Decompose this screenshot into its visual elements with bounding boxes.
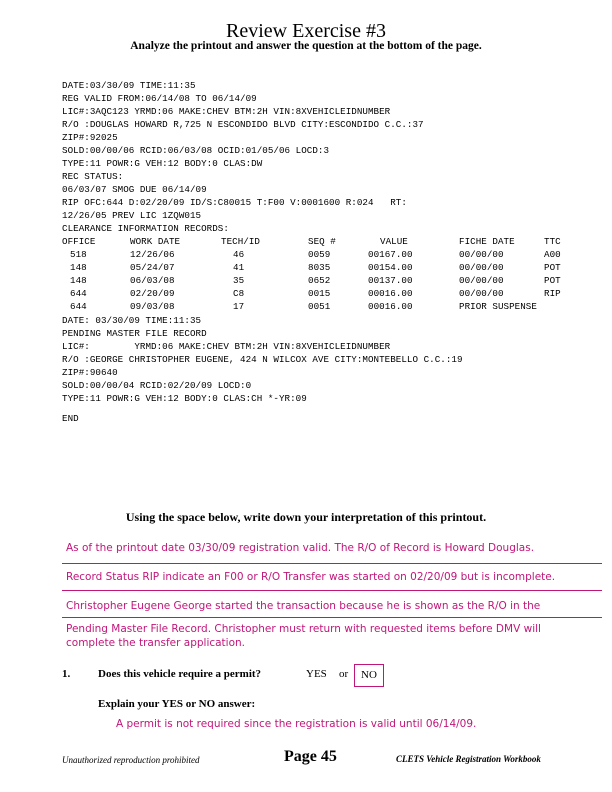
cell-fiche-date: 00/00/00 (459, 288, 504, 299)
cell-office: 644 (70, 288, 87, 299)
interpretation-prompt: Using the space below, write down your interpretation of this printout. (125, 510, 487, 524)
printout-line: LIC#: YRMD:06 MAKE:CHEV BTM:2H VIN:8XVEHICLEIDNUMBER (62, 341, 391, 352)
printout-line: SOLD:00/00/06 RCID:06/03/08 OCID:01/05/06 LOCD:3 (62, 145, 330, 156)
printout-line: REG VALID FROM:06/14/08 TO 06/14/09 (62, 93, 257, 104)
cell-value: 00167.00 (368, 249, 413, 260)
cell-value: 00154.00 (368, 262, 413, 273)
cell-value: 00137.00 (368, 275, 413, 286)
yes-option: YES (306, 668, 327, 680)
printout-line: LIC#:3AQC123 YRMD:06 MAKE:CHEV BTM:2H VIN:8XVEHICLEIDNUMBER (62, 106, 391, 117)
cell-office: 644 (70, 301, 87, 312)
cell-seq: 0051 (308, 301, 331, 312)
printout-line: RIP OFC:644 D:02/20/09 ID/S:C80015 T:F00 V:0001600 R:024 RT: (62, 197, 407, 208)
cell-tech-id: 35 (233, 275, 245, 286)
printout-line: DATE: 03/30/09 TIME:11:35 (62, 315, 202, 326)
cell-ttc: POT (544, 275, 561, 286)
answer-line: Pending Master File Record. Christopher must return with requested items before DMV will (66, 623, 541, 635)
answer-line: As of the printout date 03/30/09 registration valid. The R/O of Record is Howard Douglas. (66, 542, 535, 554)
cell-fiche-date: 00/00/00 (459, 249, 504, 260)
explain-answer: A permit is not required since the registration is valid until 06/14/09. (116, 718, 477, 730)
cell-value: 00016.00 (368, 288, 413, 299)
page-number: Page 45 (284, 748, 337, 765)
cell-seq: 0652 (308, 275, 331, 286)
printout-line: 12/26/05 PREV LIC 1ZQW015 (62, 210, 202, 221)
printout-end: END (62, 413, 79, 424)
cell-work-date: 05/24/07 (130, 262, 175, 273)
printout-line: ZIP#:92025 (62, 132, 118, 143)
col-header-value: VALUE (380, 236, 408, 247)
question-text: Does this vehicle require a permit? (98, 668, 262, 680)
no-option-selected: NO (354, 664, 384, 687)
printout-line: TYPE:11 POWR:G VEH:12 BODY:0 CLAS:DW (62, 158, 263, 169)
answer-rule (62, 617, 602, 618)
cell-fiche-date: 00/00/00 (459, 262, 504, 273)
printout-line: ZIP#:90640 (62, 367, 118, 378)
answer-line: Record Status RIP indicate an F00 or R/O Transfer was started on 02/20/09 but is incomplete. (66, 571, 556, 583)
cell-seq: 0015 (308, 288, 331, 299)
col-header-office: OFFICE (62, 236, 96, 247)
printout-line: REC STATUS: (62, 171, 124, 182)
cell-value: 00016.00 (368, 301, 413, 312)
cell-tech-id: C8 (233, 288, 245, 299)
cell-work-date: 06/03/08 (130, 275, 175, 286)
col-header-ttc: TTC (544, 236, 561, 247)
cell-office: 518 (70, 249, 87, 260)
printout-line: SOLD:00/00/04 RCID:02/20/09 LOCD:0 (62, 380, 252, 391)
cell-tech-id: 46 (233, 249, 245, 260)
cell-seq: 0059 (308, 249, 331, 260)
cell-work-date: 02/20/09 (130, 288, 175, 299)
printout-line: TYPE:11 POWR:G VEH:12 BODY:0 CLAS:CH *-YR:09 (62, 393, 307, 404)
cell-office: 148 (70, 262, 87, 273)
answer-line: complete the transfer application. (66, 637, 246, 649)
answer-rule (62, 563, 602, 564)
cell-ttc: RIP (544, 288, 561, 299)
col-header-work-date: WORK DATE (130, 236, 181, 247)
cell-work-date: 12/26/06 (130, 249, 175, 260)
cell-tech-id: 41 (233, 262, 245, 273)
cell-seq: 8035 (308, 262, 331, 273)
printout-line: 06/03/07 SMOG DUE 06/14/09 (62, 184, 207, 195)
printout-line: R/O :DOUGLAS HOWARD R,725 N ESCONDIDO BLVD CITY:ESCONDIDO C.C.:37 (62, 119, 424, 130)
cell-fiche-date: PRIOR SUSPENSE (459, 301, 537, 312)
explain-label: Explain your YES or NO answer: (98, 698, 256, 710)
col-header-fiche-date: FICHE DATE (459, 236, 515, 247)
cell-office: 148 (70, 275, 87, 286)
printout-line: DATE:03/30/09 TIME:11:35 (62, 80, 196, 91)
cell-ttc: A00 (544, 249, 561, 260)
page-title: Review Exercise #3 (226, 20, 386, 42)
col-header-seq: SEQ # (308, 236, 336, 247)
footer-left: Unauthorized reproduction prohibited (62, 755, 200, 765)
answer-line: Christopher Eugene George started the transaction because he is shown as the R/O in the (66, 600, 541, 612)
printout-line: CLEARANCE INFORMATION RECORDS: (62, 223, 229, 234)
footer-right: CLETS Vehicle Registration Workbook (396, 754, 541, 764)
question-number: 1. (62, 668, 71, 680)
cell-fiche-date: 00/00/00 (459, 275, 504, 286)
cell-tech-id: 17 (233, 301, 245, 312)
printout-line: R/O :GEORGE CHRISTOPHER EUGENE, 424 N WILCOX AVE CITY:MONTEBELLO C.C.:19 (62, 354, 463, 365)
printout-line: PENDING MASTER FILE RECORD (62, 328, 207, 339)
cell-work-date: 09/03/08 (130, 301, 175, 312)
answer-rule (62, 590, 602, 591)
page-subtitle: Analyze the printout and answer the question at the bottom of the page. (130, 40, 482, 52)
col-header-tech-id: TECH/ID (221, 236, 260, 247)
or-label: or (339, 668, 349, 680)
cell-ttc: POT (544, 262, 561, 273)
